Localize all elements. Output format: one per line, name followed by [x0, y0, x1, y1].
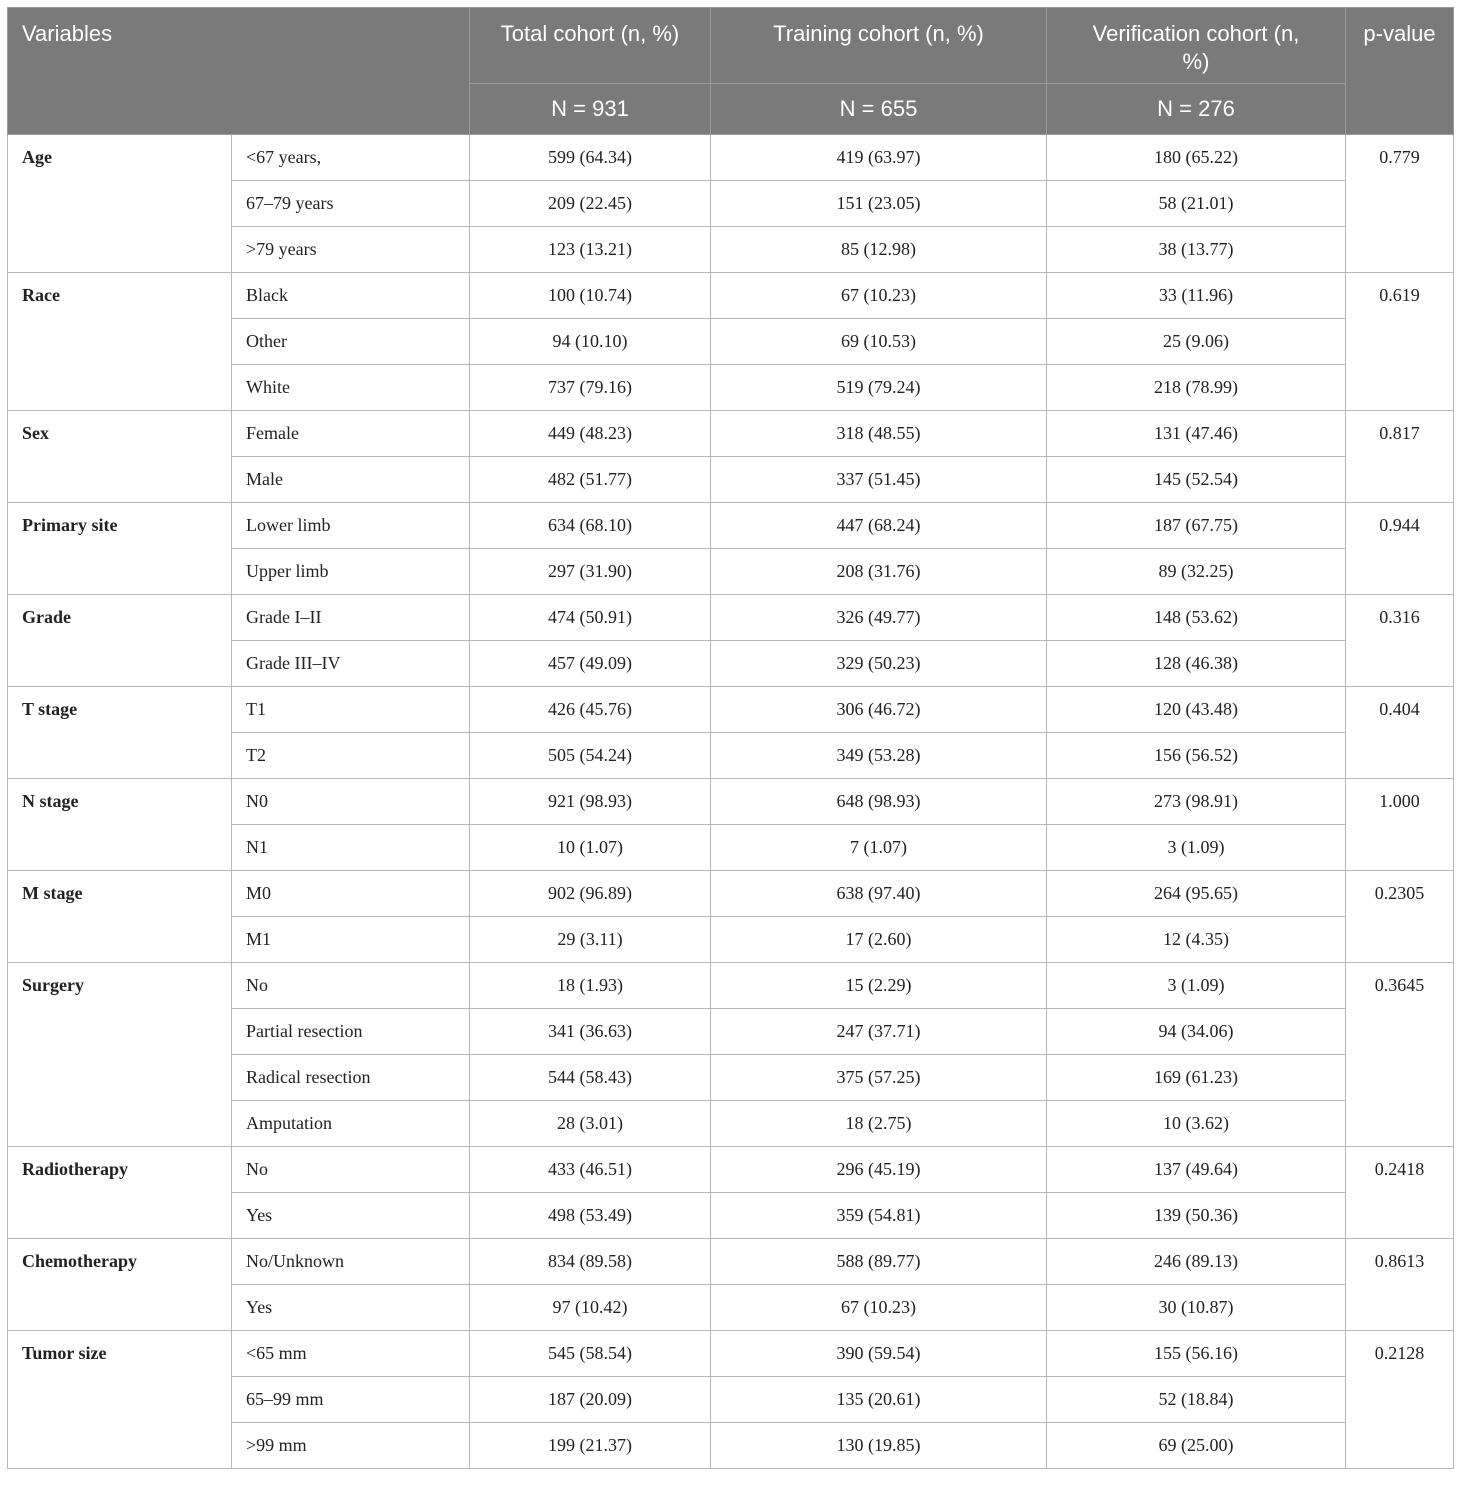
total-cell: 28 (3.01) [470, 1101, 711, 1147]
total-cell: 545 (58.54) [470, 1331, 711, 1377]
variable-name: M stage [8, 871, 232, 963]
variable-name: Sex [8, 411, 232, 503]
category-cell: No [232, 963, 470, 1009]
training-cell: 375 (57.25) [711, 1055, 1047, 1101]
variable-name: Tumor size [8, 1331, 232, 1469]
table-row [8, 871, 1454, 917]
cohort-table [7, 7, 1454, 1469]
header-total-n: N = 931 [470, 84, 711, 135]
category-cell: 65–99 mm [232, 1377, 470, 1423]
total-cell: 599 (64.34) [470, 135, 711, 181]
verification-cell: 180 (65.22) [1047, 135, 1346, 181]
category-cell: Yes [232, 1285, 470, 1331]
verification-cell: 10 (3.62) [1047, 1101, 1346, 1147]
category-cell: Partial resection [232, 1009, 470, 1055]
category-cell: Upper limb [232, 549, 470, 595]
category-cell: White [232, 365, 470, 411]
total-cell: 123 (13.21) [470, 227, 711, 273]
category-cell: <65 mm [232, 1331, 470, 1377]
total-cell: 902 (96.89) [470, 871, 711, 917]
header-training-n: N = 655 [711, 84, 1047, 135]
p-value-cell: 1.000 [1346, 779, 1454, 871]
training-cell: 151 (23.05) [711, 181, 1047, 227]
total-cell: 544 (58.43) [470, 1055, 711, 1101]
verification-cell: 187 (67.75) [1047, 503, 1346, 549]
total-cell: 97 (10.42) [470, 1285, 711, 1331]
verification-cell: 58 (21.01) [1047, 181, 1346, 227]
header-total: Total cohort (n, %) [470, 8, 711, 84]
p-value-cell: 0.2128 [1346, 1331, 1454, 1469]
training-cell: 359 (54.81) [711, 1193, 1047, 1239]
verification-cell: 156 (56.52) [1047, 733, 1346, 779]
table-row [8, 963, 1454, 1009]
training-cell: 69 (10.53) [711, 319, 1047, 365]
category-cell: >99 mm [232, 1423, 470, 1469]
p-value-cell: 0.779 [1346, 135, 1454, 273]
training-cell: 15 (2.29) [711, 963, 1047, 1009]
variable-name: T stage [8, 687, 232, 779]
category-cell: T2 [232, 733, 470, 779]
verification-cell: 155 (56.16) [1047, 1331, 1346, 1377]
variable-name: Chemotherapy [8, 1239, 232, 1331]
verification-cell: 30 (10.87) [1047, 1285, 1346, 1331]
training-cell: 390 (59.54) [711, 1331, 1047, 1377]
verification-cell: 94 (34.06) [1047, 1009, 1346, 1055]
training-cell: 318 (48.55) [711, 411, 1047, 457]
verification-cell: 273 (98.91) [1047, 779, 1346, 825]
category-cell: Amputation [232, 1101, 470, 1147]
verification-cell: 128 (46.38) [1047, 641, 1346, 687]
verification-cell: 89 (32.25) [1047, 549, 1346, 595]
training-cell: 85 (12.98) [711, 227, 1047, 273]
verification-cell: 148 (53.62) [1047, 595, 1346, 641]
category-cell: <67 years, [232, 135, 470, 181]
verification-cell: 38 (13.77) [1047, 227, 1346, 273]
total-cell: 474 (50.91) [470, 595, 711, 641]
total-cell: 498 (53.49) [470, 1193, 711, 1239]
training-cell: 419 (63.97) [711, 135, 1047, 181]
verification-cell: 52 (18.84) [1047, 1377, 1346, 1423]
total-cell: 426 (45.76) [470, 687, 711, 733]
total-cell: 505 (54.24) [470, 733, 711, 779]
verification-cell: 12 (4.35) [1047, 917, 1346, 963]
training-cell: 648 (98.93) [711, 779, 1047, 825]
p-value-cell: 0.316 [1346, 595, 1454, 687]
variable-name: Surgery [8, 963, 232, 1147]
training-cell: 67 (10.23) [711, 1285, 1047, 1331]
category-cell: Lower limb [232, 503, 470, 549]
table-row [8, 135, 1454, 181]
training-cell: 337 (51.45) [711, 457, 1047, 503]
table-row [8, 411, 1454, 457]
total-cell: 10 (1.07) [470, 825, 711, 871]
category-cell: N0 [232, 779, 470, 825]
verification-cell: 3 (1.09) [1047, 825, 1346, 871]
total-cell: 100 (10.74) [470, 273, 711, 319]
training-cell: 7 (1.07) [711, 825, 1047, 871]
variable-name: Grade [8, 595, 232, 687]
table-body [8, 135, 1454, 1469]
category-cell: T1 [232, 687, 470, 733]
verification-cell: 137 (49.64) [1047, 1147, 1346, 1193]
verification-cell: 264 (95.65) [1047, 871, 1346, 917]
table-row [8, 595, 1454, 641]
training-cell: 208 (31.76) [711, 549, 1047, 595]
category-cell: Male [232, 457, 470, 503]
training-cell: 135 (20.61) [711, 1377, 1047, 1423]
table-row [8, 1331, 1454, 1377]
header-pvalue: p-value [1346, 8, 1454, 135]
total-cell: 199 (21.37) [470, 1423, 711, 1469]
variable-name: Race [8, 273, 232, 411]
category-cell: No [232, 1147, 470, 1193]
verification-cell: 246 (89.13) [1047, 1239, 1346, 1285]
training-cell: 329 (50.23) [711, 641, 1047, 687]
verification-cell: 218 (78.99) [1047, 365, 1346, 411]
p-value-cell: 0.817 [1346, 411, 1454, 503]
training-cell: 247 (37.71) [711, 1009, 1047, 1055]
table-row [8, 1239, 1454, 1285]
training-cell: 519 (79.24) [711, 365, 1047, 411]
verification-cell: 145 (52.54) [1047, 457, 1346, 503]
total-cell: 209 (22.45) [470, 181, 711, 227]
total-cell: 18 (1.93) [470, 963, 711, 1009]
header-verification: Verification cohort (n, %) [1047, 8, 1346, 84]
category-cell: Grade I–II [232, 595, 470, 641]
total-cell: 834 (89.58) [470, 1239, 711, 1285]
category-cell: Grade III–IV [232, 641, 470, 687]
variable-name: Age [8, 135, 232, 273]
table-row [8, 273, 1454, 319]
total-cell: 187 (20.09) [470, 1377, 711, 1423]
category-cell: Other [232, 319, 470, 365]
verification-cell: 131 (47.46) [1047, 411, 1346, 457]
training-cell: 588 (89.77) [711, 1239, 1047, 1285]
p-value-cell: 0.404 [1346, 687, 1454, 779]
variable-name: Primary site [8, 503, 232, 595]
training-cell: 349 (53.28) [711, 733, 1047, 779]
category-cell: M1 [232, 917, 470, 963]
table-row [8, 687, 1454, 733]
total-cell: 29 (3.11) [470, 917, 711, 963]
p-value-cell: 0.8613 [1346, 1239, 1454, 1331]
header-variables: Variables [8, 8, 470, 135]
verification-cell: 169 (61.23) [1047, 1055, 1346, 1101]
variable-name: Radiotherapy [8, 1147, 232, 1239]
category-cell: >79 years [232, 227, 470, 273]
verification-cell: 3 (1.09) [1047, 963, 1346, 1009]
category-cell: No/Unknown [232, 1239, 470, 1285]
category-cell: Female [232, 411, 470, 457]
training-cell: 326 (49.77) [711, 595, 1047, 641]
table-container [7, 7, 1454, 1469]
category-cell: Black [232, 273, 470, 319]
total-cell: 94 (10.10) [470, 319, 711, 365]
table-row [8, 503, 1454, 549]
category-cell: N1 [232, 825, 470, 871]
total-cell: 297 (31.90) [470, 549, 711, 595]
total-cell: 482 (51.77) [470, 457, 711, 503]
training-cell: 306 (46.72) [711, 687, 1047, 733]
training-cell: 67 (10.23) [711, 273, 1047, 319]
total-cell: 921 (98.93) [470, 779, 711, 825]
p-value-cell: 0.3645 [1346, 963, 1454, 1147]
category-cell: 67–79 years [232, 181, 470, 227]
p-value-cell: 0.2305 [1346, 871, 1454, 963]
table-row [8, 779, 1454, 825]
table-header [8, 8, 1454, 135]
verification-cell: 139 (50.36) [1047, 1193, 1346, 1239]
total-cell: 341 (36.63) [470, 1009, 711, 1055]
category-cell: M0 [232, 871, 470, 917]
verification-cell: 25 (9.06) [1047, 319, 1346, 365]
total-cell: 634 (68.10) [470, 503, 711, 549]
p-value-cell: 0.944 [1346, 503, 1454, 595]
category-cell: Radical resection [232, 1055, 470, 1101]
verification-cell: 69 (25.00) [1047, 1423, 1346, 1469]
training-cell: 638 (97.40) [711, 871, 1047, 917]
total-cell: 737 (79.16) [470, 365, 711, 411]
training-cell: 130 (19.85) [711, 1423, 1047, 1469]
p-value-cell: 0.619 [1346, 273, 1454, 411]
training-cell: 447 (68.24) [711, 503, 1047, 549]
variable-name: N stage [8, 779, 232, 871]
header-verification-n: N = 276 [1047, 84, 1346, 135]
category-cell: Yes [232, 1193, 470, 1239]
total-cell: 457 (49.09) [470, 641, 711, 687]
total-cell: 449 (48.23) [470, 411, 711, 457]
table-row [8, 1147, 1454, 1193]
header-training: Training cohort (n, %) [711, 8, 1047, 84]
training-cell: 18 (2.75) [711, 1101, 1047, 1147]
p-value-cell: 0.2418 [1346, 1147, 1454, 1239]
verification-cell: 120 (43.48) [1047, 687, 1346, 733]
total-cell: 433 (46.51) [470, 1147, 711, 1193]
verification-cell: 33 (11.96) [1047, 273, 1346, 319]
training-cell: 17 (2.60) [711, 917, 1047, 963]
training-cell: 296 (45.19) [711, 1147, 1047, 1193]
